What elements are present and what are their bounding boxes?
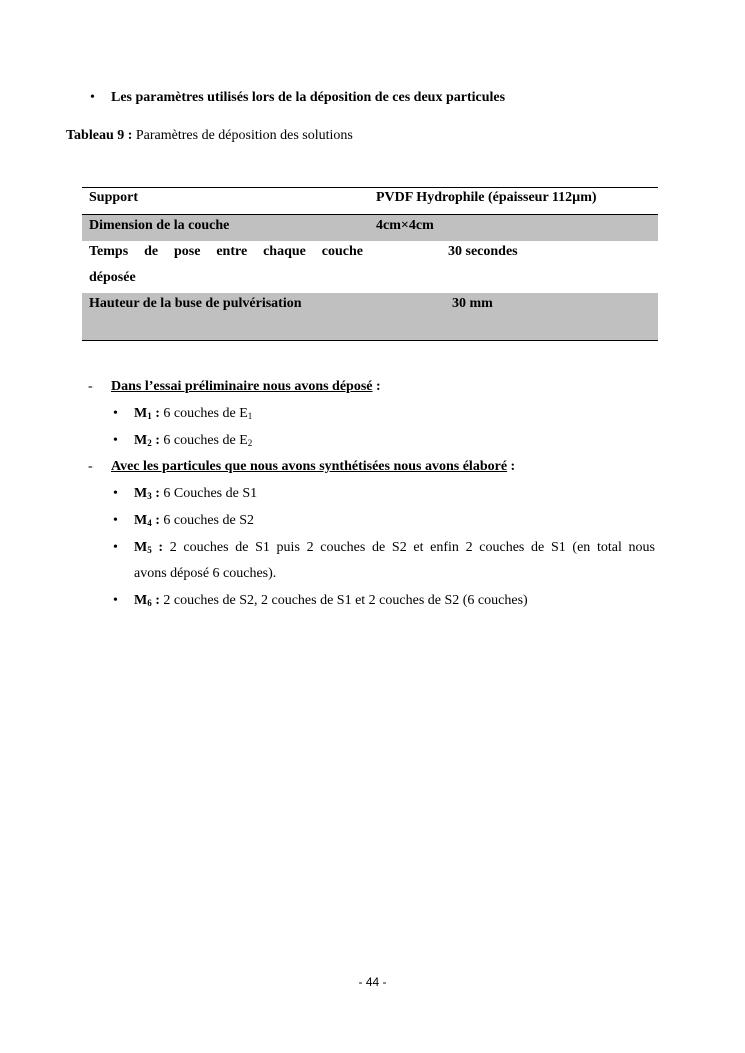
table-cell-param: Temps de pose entre chaque couche xyxy=(89,244,363,259)
table-cell-param: Hauteur de la buse de pulvérisation xyxy=(89,296,302,311)
list-item: $M_6$ : 2 couches de S2, 2 couches de S1 et 2 couches de S2 (6 couches) xyxy=(134,593,528,608)
section1-colon: : xyxy=(372,379,381,394)
table-cell-param: Dimension de la couche xyxy=(89,218,230,233)
section-heading: Les paramètres utilisés lors de la déposition de ces deux particules xyxy=(111,90,506,105)
table-cell-value: 30 secondes xyxy=(448,244,518,259)
bullet-icon: • xyxy=(113,486,118,501)
list-item: $M_3$ : 6 Couches de S1 xyxy=(134,486,258,501)
dash-marker: - xyxy=(88,459,93,474)
list-item: $M_1$ : 6 couches de $E_1$ xyxy=(134,406,253,421)
table-cell-param: Support xyxy=(89,190,139,205)
table-cell-value: 4cm×4cm xyxy=(376,218,434,233)
list-item: $M_2$ : 6 couches de $E_2$ xyxy=(134,433,253,448)
caption-text: Paramètres de déposition des solutions xyxy=(132,128,353,143)
section1-title-text: Dans l’essai préliminaire nous avons déposé xyxy=(111,379,373,394)
section2-title xyxy=(111,459,515,475)
table-cell-value: PVDF Hydrophile (épaisseur 112µm) xyxy=(376,190,597,205)
table-row xyxy=(82,293,658,340)
table-cell-param-cont: déposée xyxy=(89,270,136,285)
list-item: $M_5$ : 2 couches de S1 puis 2 couches de S2 et enfin 2 couches de S1 (en total nous xyxy=(134,540,655,555)
bullet-icon: • xyxy=(113,406,118,421)
list-item: $M_4$ : 6 couches de S2 xyxy=(134,513,254,528)
table-row xyxy=(82,215,658,241)
section2-colon: : xyxy=(507,459,516,474)
bullet-icon: • xyxy=(113,433,118,448)
table-row xyxy=(82,187,658,214)
bullet-icon: • xyxy=(113,513,118,528)
section2-title-text: Avec les particules que nous avons synthétisées nous avons élaboré xyxy=(111,459,508,474)
dash-marker: - xyxy=(88,379,93,394)
section1-title xyxy=(111,379,381,395)
bullet-icon: • xyxy=(90,90,95,105)
page-number: - 44 - xyxy=(358,975,387,989)
caption-label: Tableau 9 : xyxy=(66,128,133,143)
parameters-table xyxy=(82,187,658,340)
bullet-icon: • xyxy=(113,593,118,608)
list-item-continuation: avons déposé 6 couches). xyxy=(134,566,277,581)
table-row xyxy=(82,241,658,293)
table-bottom-rule xyxy=(82,340,658,341)
bullet-icon: • xyxy=(113,540,118,555)
table-caption xyxy=(66,128,353,144)
table-cell-value: 30 mm xyxy=(452,296,493,311)
